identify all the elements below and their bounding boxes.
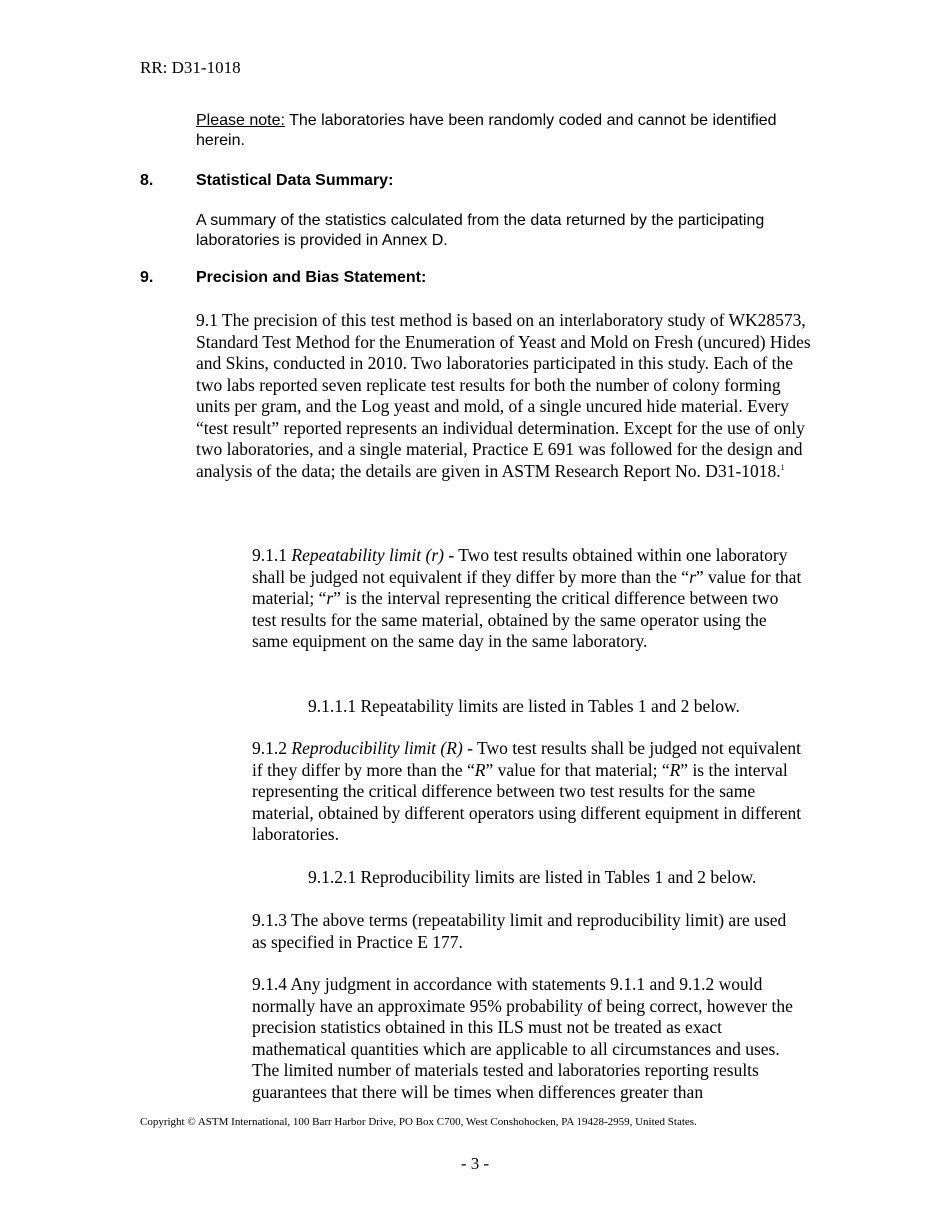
section-9-number: 9. bbox=[140, 269, 154, 286]
section-8-number: 8. bbox=[140, 172, 154, 189]
paragraph-9-1-3: 9.1.3 The above terms (repeatability limit and reproducibility limit) are used as specified in Practice E 177. bbox=[252, 910, 787, 952]
note-text: The laboratories have been randomly coded and cannot be identified herein. bbox=[196, 112, 777, 149]
paragraph-9-1-2 bbox=[252, 738, 804, 846]
paragraph-9-1 bbox=[196, 310, 812, 482]
paragraph-9-1-2-text-a: - Two test results shall be judged not equivalent if they differ by more than the “ bbox=[252, 738, 801, 780]
repeatability-limit-term: Repeatability limit (r) bbox=[291, 545, 444, 565]
report-id-header: RR: D31-1018 bbox=[140, 58, 241, 77]
paragraph-9-1-1 bbox=[252, 545, 804, 653]
r-symbol: r bbox=[326, 588, 334, 608]
section-8-title: Statistical Data Summary: bbox=[196, 172, 394, 189]
lab-coding-note bbox=[196, 111, 796, 151]
paragraph-9-1-2-1: 9.1.2.1 Reproducibility limits are listed in Tables 1 and 2 below. bbox=[308, 867, 757, 887]
R-symbol: R bbox=[669, 759, 681, 780]
paragraph-9-1-2-text-c: ” is the interval representing the critical difference between two test results for the same material, obtained by different operators using different equipment in different laboratories. bbox=[252, 759, 802, 844]
copyright-footer: Copyright © ASTM International, 100 Barr Harbor Drive, PO Box C700, West Conshohocken, PA 19428-2959, United States. bbox=[140, 1116, 697, 1128]
page-number: - 3 - bbox=[460, 1154, 490, 1173]
paragraph-9-1-1-1: 9.1.1.1 Repeatability limits are listed in Tables 1 and 2 below. bbox=[308, 696, 740, 716]
R-symbol: R bbox=[474, 759, 486, 780]
section-8-body: A summary of the statistics calculated from the data returned by the participating laboratories is provided in Annex D. bbox=[196, 212, 765, 249]
paragraph-9-1-1-text-c: ” is the interval representing the critical difference between two test results for the same material, obtained by the same operator using the same equipment on the same day in the same laboratory. bbox=[252, 588, 779, 651]
paragraph-9-1-text: 9.1 The precision of this test method is based on an interlaboratory study of WK28573, Standard Test Method for the Enumeration of Yeast and Mold on Fresh (uncured) Hides and Skins, conducted in 2010. Two laboratories participated in this study. Each of the two labs reported seven replicate test results for both the number of colony forming units per gram, and the Log yeast and mold, of a single uncured hide material. Every “test result” reported represents an individual determination. Except for the use of only two laboratories, and a single material, Practice E 691 was followed for the design and analysis of the data; the details are given in ASTM Research Report No. D31-1018. bbox=[196, 310, 811, 481]
paragraph-9-1-1-text-b: ” value for that material; “ bbox=[252, 566, 802, 608]
paragraph-9-1-2-number: 9.1.2 bbox=[252, 738, 292, 758]
section-9-title: Precision and Bias Statement: bbox=[196, 269, 427, 286]
paragraph-9-1-2-text-b: ” value for that material; “ bbox=[485, 759, 670, 780]
r-symbol: r bbox=[689, 566, 696, 587]
paragraph-9-1-1-text-a: - Two test results obtained within one laboratory shall be judged not equivalent if they differ by more than the “ bbox=[252, 545, 788, 587]
paragraph-9-1-4: 9.1.4 Any judgment in accordance with statements 9.1.1 and 9.1.2 would normally have an approximate 95% probability of being correct, however the precision statistics obtained in this ILS must not be treated as exact mathematical quantities which are applicable to all circumstances and uses. The limited number of materials tested and laboratories reporting results guarantees that there will be times when differences greater than bbox=[252, 974, 793, 1102]
paragraph-9-1-1-number: 9.1.1 bbox=[252, 545, 292, 565]
reproducibility-limit-term: Reproducibility limit (R) bbox=[291, 738, 463, 758]
note-label: Please note: bbox=[196, 112, 285, 129]
footnote-marker: 1 bbox=[780, 462, 785, 472]
